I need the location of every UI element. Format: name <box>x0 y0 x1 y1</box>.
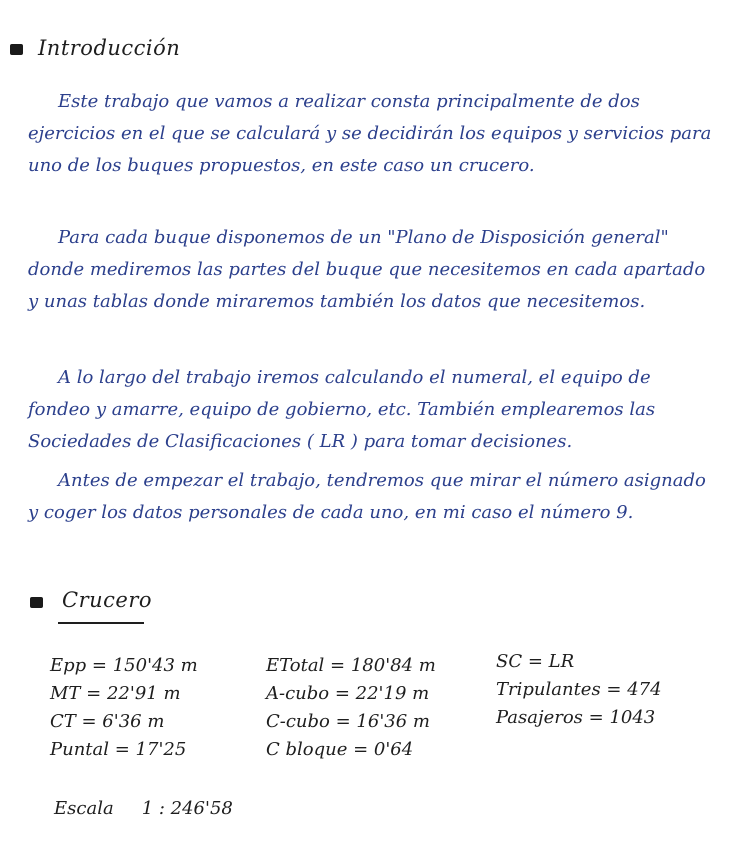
ship-crew-column <box>496 648 662 732</box>
ship-value: MT = 22'91 m <box>50 683 181 704</box>
scale-value: 1 : 246'58 <box>141 798 233 819</box>
intro-paragraph-2-text: Para cada buque disponemos de un "Plano de Disposición general" donde mediremos las partes del buque que necesitemos en cada apartado y unas tablas donde miraremos también los datos que necesitemos. <box>28 227 706 312</box>
intro-paragraph-2 <box>28 222 718 318</box>
ship-value: CT = 6'36 m <box>50 711 165 732</box>
ship-value: A-cubo = 22'19 m <box>266 683 430 704</box>
intro-paragraph-4-text: Antes de empezar el trabajo, tendremos que mirar el número asignado y coger los datos personales de cada uno, en mi caso el número 9. <box>28 470 706 523</box>
ship-measures-column <box>266 652 436 764</box>
section-bullet-icon <box>30 597 43 608</box>
ship-value: C-cubo = 16'36 m <box>266 711 430 732</box>
ship-dimensions-column <box>50 652 198 764</box>
ship-value: C bloque = 0'64 <box>266 739 414 760</box>
crucero-heading: Crucero <box>62 588 153 612</box>
ship-value: Puntal = 17'25 <box>50 739 187 760</box>
ship-value: Pasajeros = 1043 <box>496 707 656 728</box>
intro-paragraph-1 <box>28 86 718 182</box>
section-bullet-icon <box>10 44 23 55</box>
intro-paragraph-1-text: Este trabajo que vamos a realizar consta principalmente de dos ejercicios en el que se calculará y se decidirán los equipos y servicios para uno de los buques propuestos, en este caso un crucero. <box>28 91 712 176</box>
ship-value: ETotal = 180'84 m <box>266 655 436 676</box>
intro-paragraph-4 <box>28 465 718 529</box>
scale-line <box>54 798 233 819</box>
ship-value: Tripulantes = 474 <box>496 679 662 700</box>
ship-value: Epp = 150'43 m <box>50 655 198 676</box>
intro-heading: Introducción <box>38 36 181 60</box>
intro-paragraph-3 <box>28 362 718 458</box>
scale-label: Escala <box>54 798 114 819</box>
intro-paragraph-3-text: A lo largo del trabajo iremos calculando el numeral, el equipo de fondeo y amarre, equipo de gobierno, etc. También emplearemos las Sociedades de Clasificaciones ( LR ) para tomar decisiones. <box>28 367 656 452</box>
ship-value: SC = LR <box>496 651 575 672</box>
crucero-heading-underline <box>58 622 144 624</box>
